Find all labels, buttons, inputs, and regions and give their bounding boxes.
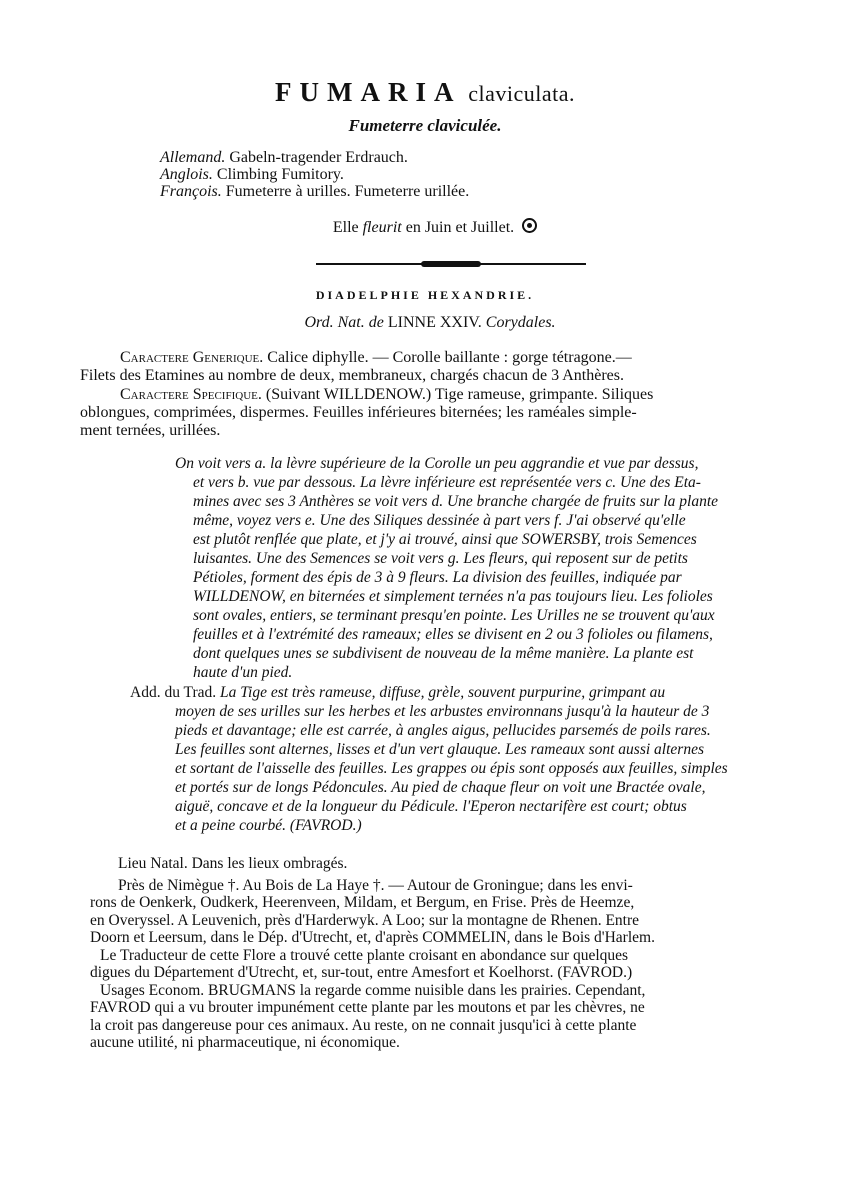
ornamental-divider bbox=[316, 263, 586, 265]
generic-text: Calice diphylle. — Corolle baillante : gorge tétragone.— bbox=[267, 349, 632, 366]
order-family: Corydales. bbox=[485, 314, 556, 331]
uses-line: aucune utilité, ni pharmaceutique, ni économique. bbox=[90, 1034, 400, 1051]
uses-line: la croit pas dangereuse pour ces animaux. Au reste, on ne connait jusqu'ici à cette plante bbox=[90, 1016, 637, 1034]
language-label: Allemand. bbox=[160, 149, 226, 166]
description-line: feuilles et à l'extrémité des rameaux; elles se divisent en 2 ou 3 folioles ou filamens, bbox=[193, 626, 713, 643]
addition-line: pieds et davantage; elle est carrée, à angles aigus, pellucides parsemés de poils rares. bbox=[175, 722, 711, 739]
habitat-and-uses bbox=[90, 855, 800, 1052]
habitat-line: rons de Oenkerk, Oudkerk, Heerenveen, Mildam, et Bergum, en Frise. Près de Heemze, bbox=[90, 894, 635, 911]
perennial-symbol-icon bbox=[522, 218, 537, 233]
addition-line: Les feuilles sont alternes, lisses et d'un vert glauque. Les rameaux sont aussi alternes bbox=[175, 741, 704, 758]
flowering-post: en Juin et Juillet. bbox=[405, 219, 515, 236]
addition-line: La Tige est très rameuse, diffuse, grèle, souvent purpurine, grimpant au bbox=[220, 684, 666, 701]
description-line: WILLDENOW, en biternées et simplement ternées n'a pas toujours lieu. Les folioles bbox=[193, 588, 713, 605]
language-label: Anglois. bbox=[160, 166, 213, 183]
addition-line: aiguë, concave et de la longueur du Pédicule. l'Eperon nectarifère est court; obtus bbox=[175, 798, 687, 815]
habitat-line: Doorn et Leersum, dans le Dép. d'Utrecht, et, d'après COMMELIN, dans le Bois d'Harlem. bbox=[90, 929, 655, 946]
vernacular-name: Gabeln-tragender Erdrauch. bbox=[229, 149, 408, 166]
vernacular-row bbox=[160, 166, 469, 183]
specific-text: ment ternées, urillées. bbox=[80, 422, 221, 439]
description-line: et vers b. vue par dessous. La lèvre inférieure est représentée vers c. Une des Eta- bbox=[193, 474, 701, 491]
flowering-time bbox=[0, 218, 850, 237]
page-title bbox=[0, 76, 850, 110]
habitat-line: Lieu Natal. Dans les lieux ombragés. bbox=[118, 855, 348, 872]
specific-text: (Suivant WILLDENOW.) Tige rameuse, grimpante. Siliques bbox=[265, 386, 654, 403]
flowering-verb: fleurit bbox=[362, 219, 402, 236]
vernacular-names bbox=[160, 149, 469, 200]
addition-label: Add. du Trad. bbox=[130, 684, 217, 701]
description-line: On voit vers a. la lèvre supérieure de la Corolle un peu aggrandie et vue par dessus, bbox=[175, 455, 699, 472]
specific-label: Caractere Specifique. bbox=[120, 386, 262, 403]
natural-order bbox=[0, 314, 850, 332]
flowering-pre: Elle bbox=[332, 219, 359, 236]
french-name: Fumeterre claviculée. bbox=[348, 116, 502, 135]
description-line: sont ovales, entiers, se terminant presqu'en pointe. Les Urilles ne se trouvent qu'aux bbox=[193, 607, 715, 624]
habitat-line: digues du Département d'Utrecht, et, sur-tout, entre Amesfort et Koelhorst. (FAVROD.) bbox=[90, 964, 633, 981]
genus-name: FUMARIA bbox=[274, 77, 462, 107]
order-author: LINNE bbox=[387, 314, 436, 331]
order-label: Ord. Nat. bbox=[304, 314, 365, 331]
description-line: haute d'un pied. bbox=[193, 664, 293, 681]
order-de: de bbox=[368, 314, 384, 331]
generic-label: Caractere Generique. bbox=[120, 349, 264, 366]
addition-line: moyen de ses urilles sur les herbes et les arbustes environnans jusqu'à la hauteur de 3 bbox=[175, 703, 710, 720]
habitat-line: Près de Nimègue †. Au Bois de La Haye †. — Autour de Groningue; dans les envi- bbox=[118, 876, 633, 894]
description-line: est plutôt renflée que plate, et j'y ai trouvé, ainsi que SOWERSBY, trois Semences bbox=[193, 531, 697, 548]
vernacular-name: Fumeterre à urilles. Fumeterre urillée. bbox=[225, 183, 470, 200]
vernacular-row bbox=[160, 149, 469, 166]
generic-character bbox=[80, 349, 632, 385]
addition-line: et sortant de l'aisselle des feuilles. Les grappes ou épis sont opposés aux feuilles, simples bbox=[175, 760, 728, 777]
uses-line: FAVROD qui a vu brouter impunément cette plante par les moutons et par les chèvres, ne bbox=[90, 999, 645, 1016]
addition-line: et portés sur de longs Pédoncules. Au pied de chaque fleur on voit une Bractée ovale, bbox=[175, 779, 706, 796]
description-line: luisantes. Une des Semences se voit vers g. Les fleurs, qui reposent sur de petits bbox=[193, 550, 688, 567]
description-line: mines avec ses 3 Anthères se voit vers d. Une branche chargée de fruits sur la plante bbox=[193, 493, 719, 510]
specific-text: oblongues, comprimées, dispermes. Feuilles inférieures biternées; les raméales simple- bbox=[80, 404, 637, 421]
linnaean-class: DIADELPHIE HEXANDRIE. bbox=[315, 288, 535, 302]
vernacular-name: Climbing Fumitory. bbox=[216, 166, 344, 183]
addition-line: et a peine courbé. (FAVROD.) bbox=[175, 817, 362, 834]
habitat-line: Le Traducteur de cette Flore a trouvé cette plante croisant en abondance sur quelques bbox=[100, 946, 629, 964]
generic-text: Filets des Etamines au nombre de deux, membraneux, chargés chacun de 3 Anthères. bbox=[80, 367, 624, 384]
translator-addition bbox=[130, 683, 800, 835]
figure-description bbox=[175, 454, 795, 682]
language-label: François. bbox=[160, 183, 222, 200]
description-line: dont quelques unes se subdivisent de nouveau de la même manière. La plante est bbox=[193, 645, 694, 662]
habitat-line: en Overyssel. A Leuvenich, près d'Harderwyk. A Loo; sur la montagne de Rhenen. Entre bbox=[90, 911, 640, 929]
vernacular-row bbox=[160, 183, 469, 200]
description-line: même, voyez vers e. Une des Siliques dessinée à part vers f. J'ai observé qu'elle bbox=[193, 512, 686, 529]
order-number: XXIV. bbox=[439, 314, 482, 331]
uses-line: Usages Econom. BRUGMANS la regarde comme nuisible dans les prairies. Cependant, bbox=[100, 981, 646, 999]
description-line: Pétioles, forment des épis de 3 à 9 fleurs. La division des feuilles, indiquée par bbox=[193, 569, 682, 586]
specific-character bbox=[80, 386, 653, 440]
species-name: claviculata. bbox=[468, 81, 575, 106]
